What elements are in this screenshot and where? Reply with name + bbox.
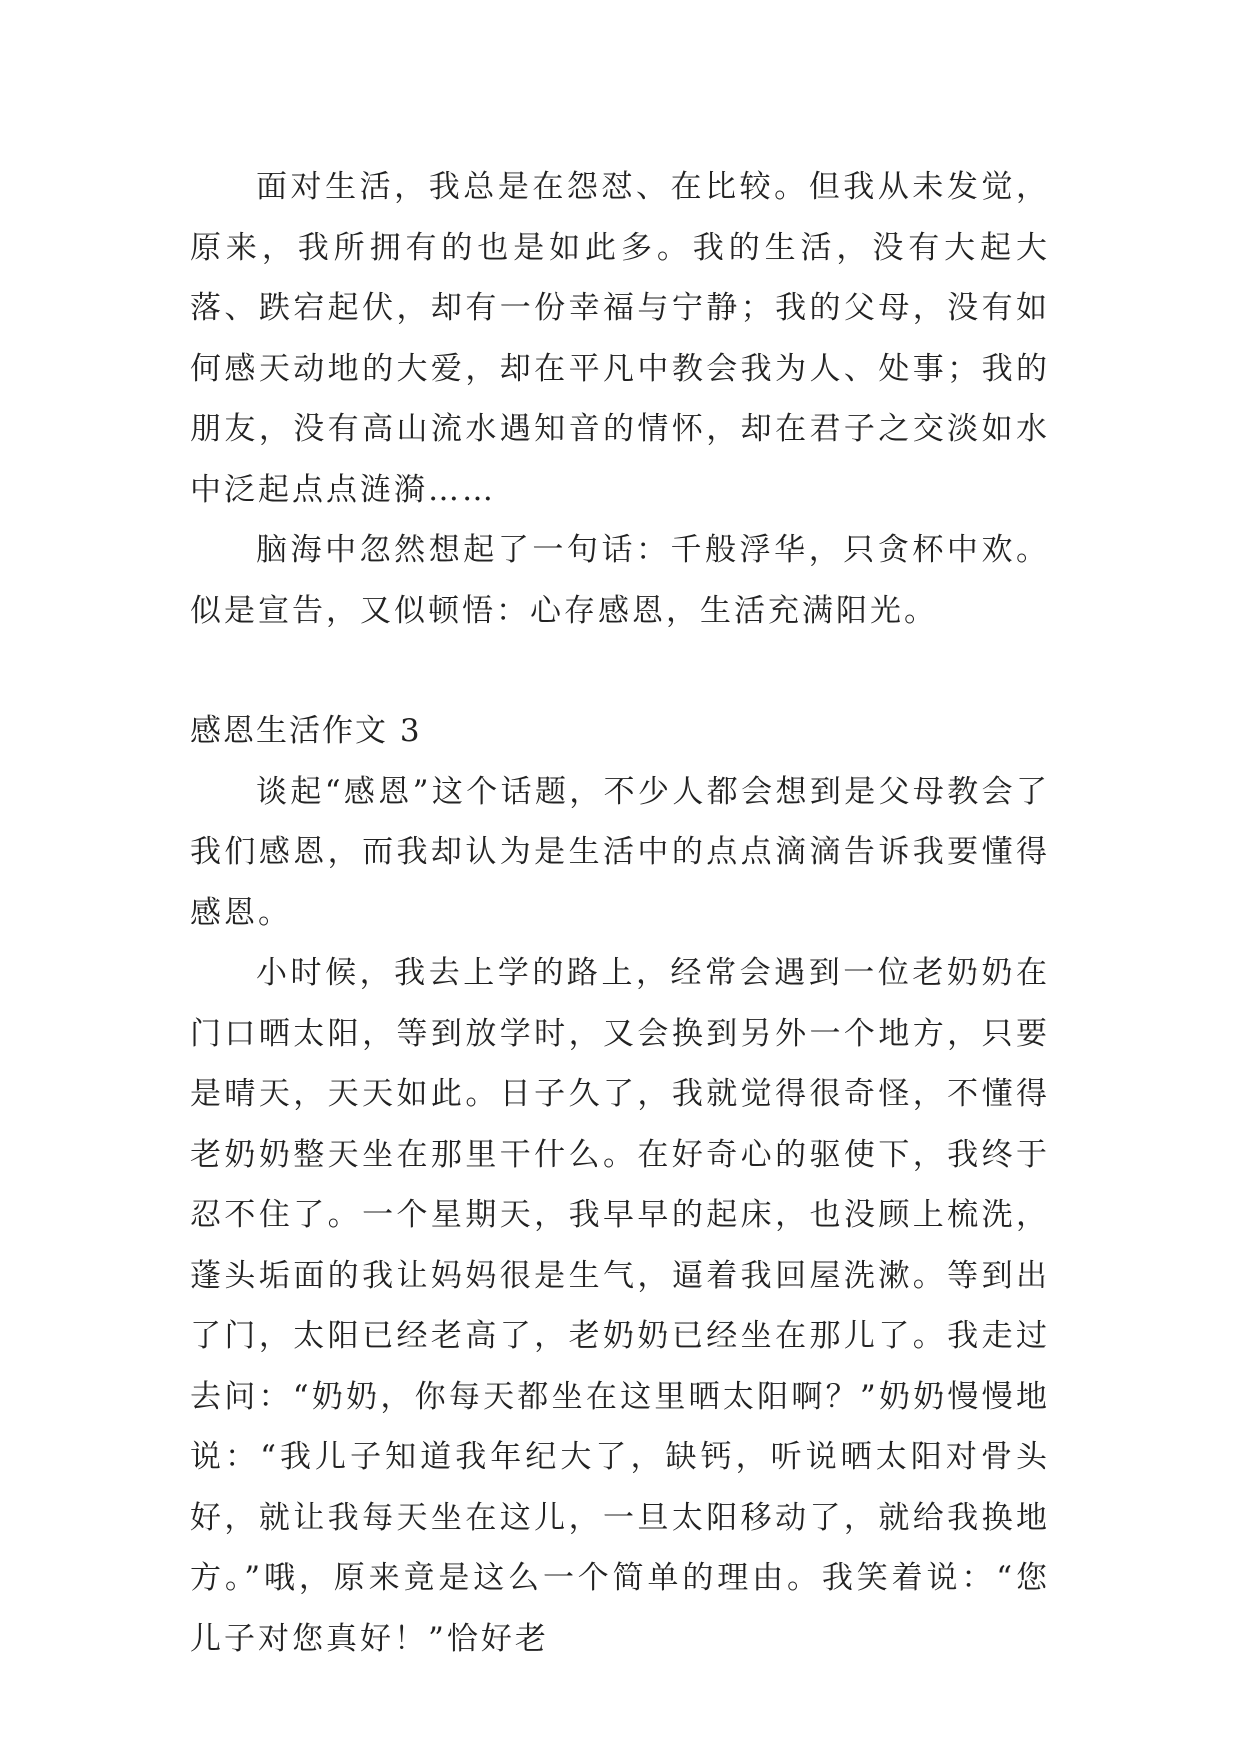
- paragraph-gratitude-reflection: 面对生活，我总是在怨怼、在比较。但我从未发觉，原来，我所拥有的也是如此多。我的生活，没有大起大落、跌宕起伏，却有一份幸福与宁静；我的父母，没有如何感天动地的大爱，却在平凡中教会我为人、处事；我的朋友，没有高山流水遇知音的情怀，却在君子之交淡如水中泛起点点涟漪……: [190, 169, 1050, 508]
- paragraph-sudden-thought: 脑海中忽然想起了一句话：千般浮华，只贪杯中欢。似是宣告，又似顿悟：心存感恩，生活充满阳光。: [190, 532, 1050, 629]
- paragraph-topic-intro: 谈起“感恩”这个话题，不少人都会想到是父母教会了我们感恩，而我却认为是生活中的点点滴滴告诉我要懂得感恩。: [190, 773, 1050, 931]
- paragraph-childhood-story: 小时候，我去上学的路上，经常会遇到一位老奶奶在门口晒太阳，等到放学时，又会换到另外一个地方，只要是晴天，天天如此。日子久了，我就觉得很奇怪，不懂得老奶奶整天坐在那里干什么。在好奇心的驱使下，我终于忍不住了。一个星期天，我早早的起床，也没顾上梳洗，蓬头垢面的我让妈妈很是生气，逼着我回屋洗漱。等到出了门，太阳已经老高了，老奶奶已经坐在那儿了。我走过去问：“奶奶，你每天都坐在这里晒太阳啊？”奶奶慢慢地说：“我儿子知道我年纪大了，缺钙，听说晒太阳对骨头好，就让我每天坐在这儿，一旦太阳移动了，就给我换地方。”哦，原来竟是这么一个简单的理由。我笑着说：“您儿子对您真好！”恰好老: [190, 955, 1050, 1657]
- section-title: 感恩生活作文 3: [190, 713, 422, 749]
- document-body: [190, 157, 1050, 1669]
